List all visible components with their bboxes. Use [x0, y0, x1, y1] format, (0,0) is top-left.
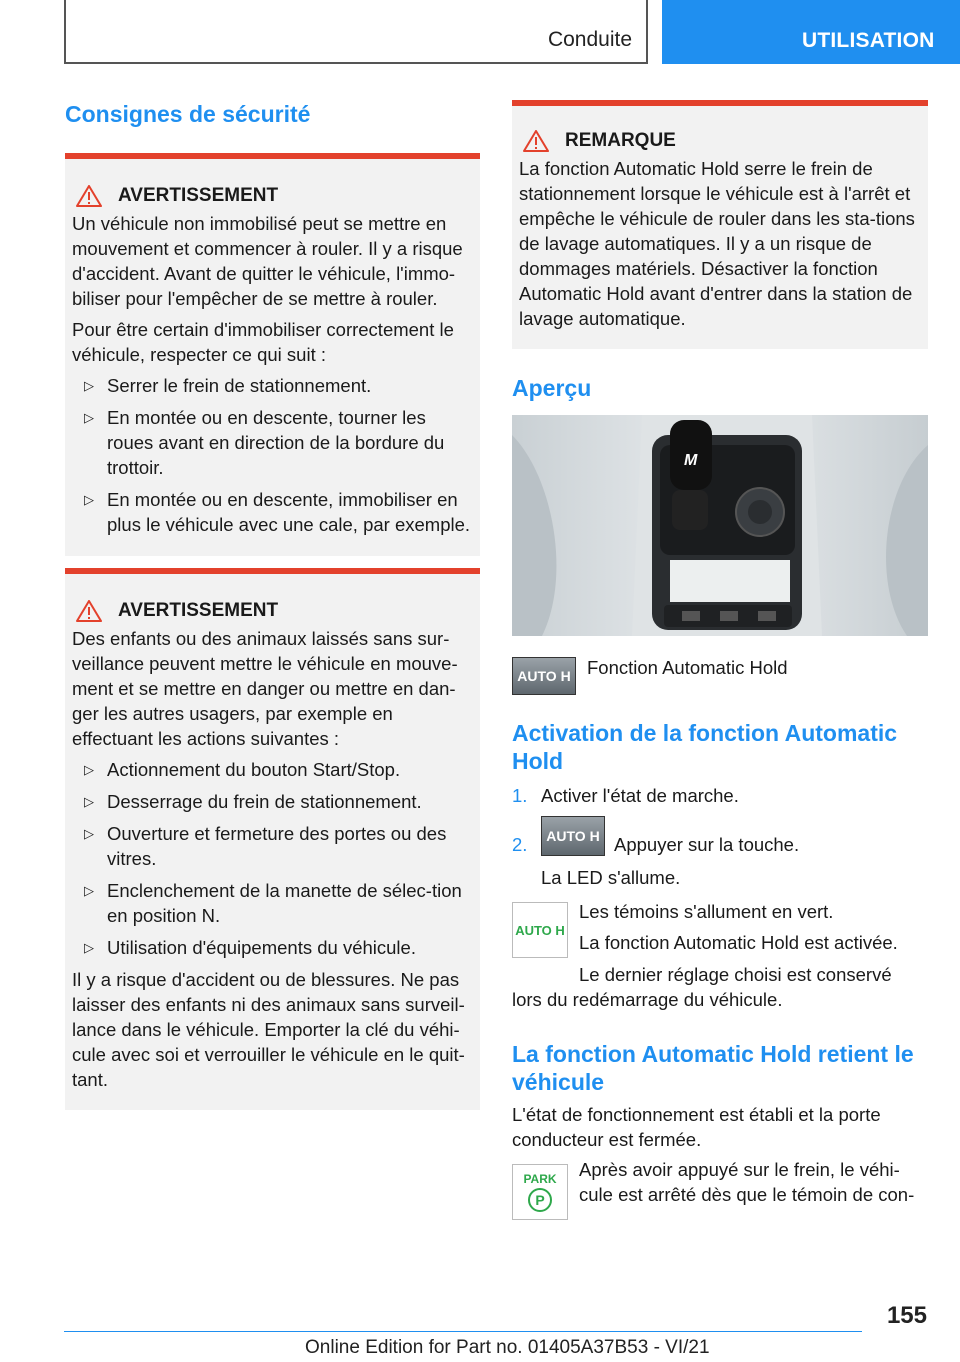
step-text: Activer l'état de marche.: [541, 785, 739, 806]
warning-heading-text-2: AVERTISSEMENT: [118, 600, 279, 621]
center-console-photo: [512, 415, 928, 636]
list-item: ▷ Utilisation d'équipements du véhicule.: [72, 935, 474, 960]
warning2-consequence: Il y a risque d'accident ou de blessures. Ne pas laisser des enfants ni des animaux sans surveil-lance dans le véhicule. Emporter la clé du véhi-cule avec soi et verrouiller le véhicule en le quit-tant.: [72, 969, 465, 1090]
auto-hold-indicator: [512, 902, 568, 958]
list-item: ▷ Actionnement du bouton Start/Stop.: [72, 757, 474, 782]
activation-title: Activation de la fonction Automatic Hold: [512, 720, 898, 774]
indicator-line-2: La fonction Automatic Hold est activée.: [579, 932, 898, 953]
step-number: 1.: [512, 785, 528, 806]
indicator-line-1: Les témoins s'allument en vert.: [579, 901, 834, 922]
warning-icon: [76, 185, 102, 207]
m-logo: M: [684, 452, 698, 469]
left-column: [65, 100, 480, 1110]
header-chapter: UTILISATION: [662, 0, 960, 64]
overview-title: Aperçu: [512, 375, 592, 401]
park-block: [512, 1161, 928, 1221]
warning-icon: [523, 130, 549, 152]
park-icon: P: [528, 1188, 552, 1212]
warning-heading-2: [72, 598, 474, 623]
park-label: PARK: [523, 1171, 557, 1186]
note-box: [512, 100, 928, 349]
warning-heading-text-1: AVERTISSEMENT: [118, 185, 279, 206]
page-number: 155: [886, 1302, 927, 1329]
footer-edition: Online Edition for Part no. 01405A37B53 - VI/21: [305, 1337, 710, 1358]
hold-paragraph: L'état de fonctionnement est établi et la porte conducteur est fermée.: [512, 1104, 881, 1150]
warning2-list: [72, 757, 474, 960]
warning1-paragraph: Un véhicule non immobilisé peut se mettre en mouvement et commencer à rouler. Il y a risque d'accident. Avant de quitter le véhicule, l'immo-biliser pour l'empêcher de se mettre à rouler.: [72, 213, 463, 309]
safety-title: Consignes de sécurité: [65, 101, 311, 127]
hold-title: La fonction Automatic Hold retient le véhicule: [512, 1041, 914, 1095]
list-item: ▷ En montée ou en descente, immobiliser en plus le véhicule avec une cale, par exemple.: [72, 487, 474, 537]
hold-paragraph-2: Après avoir appuyé sur le frein, le véhi-cule est arrêté dès que le témoin de con-: [579, 1159, 915, 1205]
list-item: ▷ Serrer le frein de stationnement.: [72, 373, 474, 398]
warning-icon: [76, 600, 102, 622]
auto-hold-button-image: AUTO H: [541, 816, 605, 856]
warning2-paragraph: Des enfants ou des animaux laissés sans sur-veillance peuvent mettre le véhicule en mouve-ment et se mettre en danger ou mettre en dan-ger les autres usagers, par exemple en effectuant les actions suivantes :: [72, 628, 458, 749]
note-heading-text: REMARQUE: [565, 130, 676, 151]
warning-box-1: [65, 153, 480, 556]
overview-caption: Fonction Automatic Hold: [587, 657, 788, 678]
note-paragraph: La fonction Automatic Hold serre le frein de stationnement lorsque le véhicule est à l'arrêt et empêche le véhicule de rouler dans les sta-tions de lavage automatiques. Il y a un risque de dommages matériels. Désactiver la fonction Automatic Hold avant d'entrer dans la station de lavage automatique.: [519, 158, 915, 329]
header-section-tab: [64, 0, 648, 64]
activation-steps: [512, 783, 928, 860]
footer-divider: [64, 1331, 862, 1332]
warning-heading-1: [72, 183, 474, 208]
warning1-list: [72, 373, 474, 537]
note-heading: [519, 128, 922, 153]
indicator-line-3b: lors du redémarrage du véhicule.: [512, 989, 783, 1010]
right-column: [512, 100, 928, 1221]
auto-hold-button-image: AUTO H: [512, 657, 576, 695]
list-item: [512, 816, 928, 860]
header-section: Conduite: [547, 28, 632, 51]
list-item: ▷ Ouverture et fermeture des portes ou des vitres.: [72, 821, 474, 871]
warning-box-2: [65, 568, 480, 1110]
warning1-intro: Pour être certain d'immobiliser correctement le véhicule, respecter ce qui suit :: [72, 319, 454, 365]
list-item: ▷ Desserrage du frein de stationnement.: [72, 789, 474, 814]
caption-row: [512, 657, 928, 719]
indicator-line-3a: Le dernier réglage choisi est conservé: [579, 964, 892, 985]
indicator-block: [512, 902, 928, 1012]
step-text: Appuyer sur la touche.: [614, 834, 800, 855]
list-item: [512, 783, 928, 808]
list-item: ▷ En montée ou en descente, tourner les roues avant en direction de la bordure du trottoir.: [72, 405, 474, 480]
led-text: La LED s'allume.: [541, 867, 681, 888]
auto-hold-indicator-label: AUTO H: [515, 922, 565, 938]
step-number: 2.: [512, 834, 528, 855]
list-item: ▷ Enclenchement de la manette de sélec-tion en position N.: [72, 878, 474, 928]
park-indicator: [512, 1164, 568, 1220]
